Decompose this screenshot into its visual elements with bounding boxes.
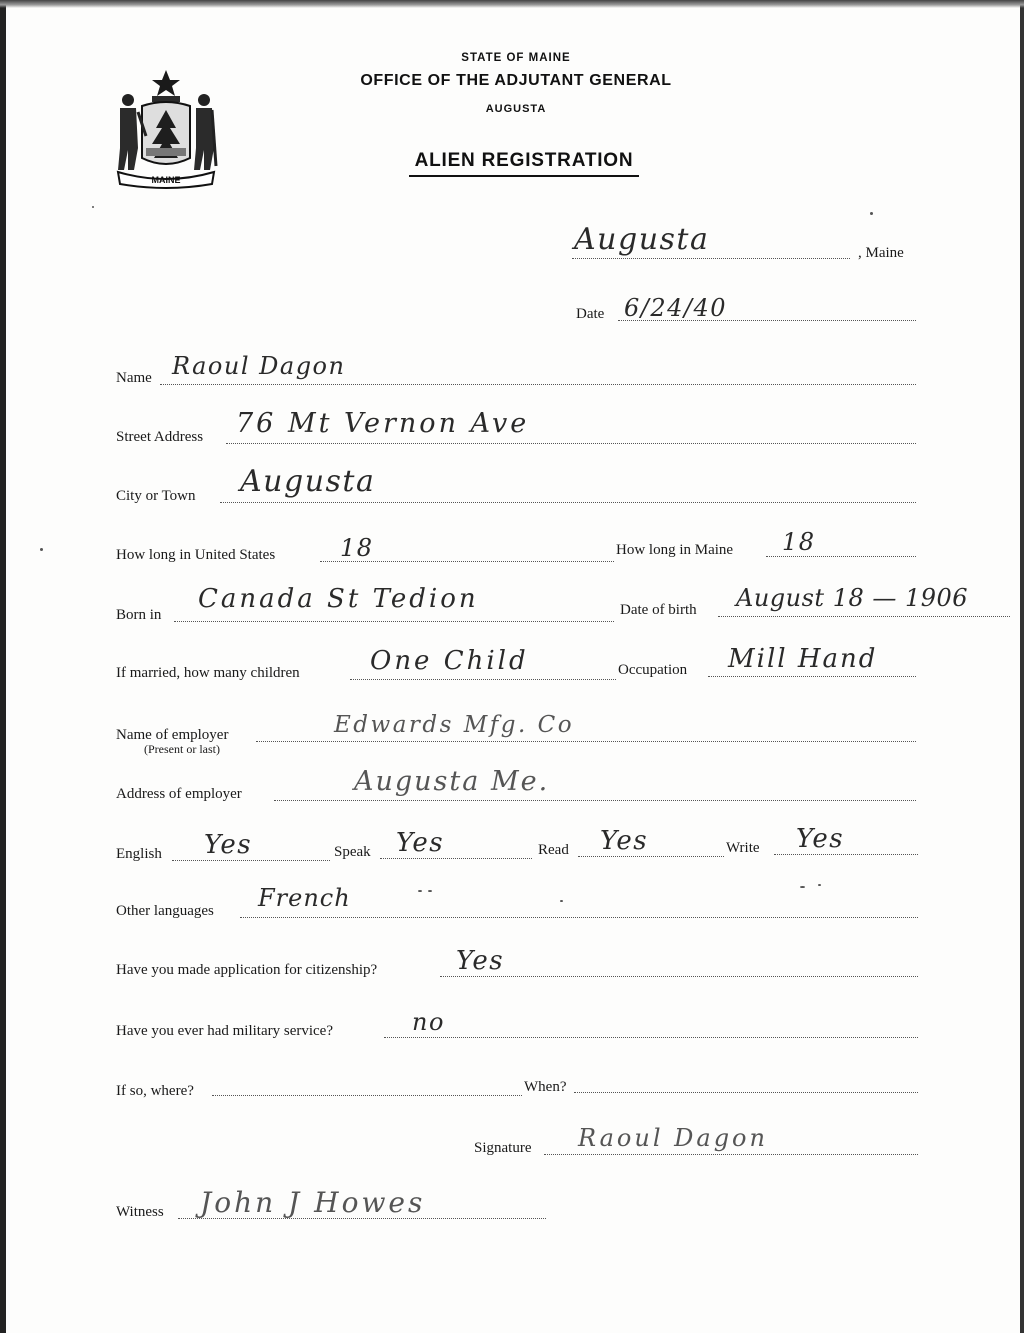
ink-mark bbox=[428, 890, 432, 892]
citizenship-value[interactable]: Yes bbox=[456, 946, 505, 976]
city-town-line bbox=[220, 502, 916, 503]
signature-value[interactable]: Raoul Dagon bbox=[578, 1124, 768, 1152]
place-suffix: , Maine bbox=[858, 245, 904, 261]
read-line bbox=[578, 856, 724, 857]
witness-label: Witness bbox=[116, 1204, 164, 1220]
employer-line bbox=[256, 741, 916, 742]
how-long-us-value[interactable]: 18 bbox=[340, 534, 374, 562]
header-office: OFFICE OF THE ADJUTANT GENERAL bbox=[360, 72, 672, 89]
employer-label: Name of employer bbox=[116, 727, 229, 743]
citizenship-label: Have you made application for citizenship? bbox=[116, 962, 378, 978]
if-so-where-label: If so, where? bbox=[116, 1083, 194, 1099]
street-address-line bbox=[226, 443, 916, 444]
other-languages-line bbox=[240, 917, 918, 918]
employer-address-value[interactable]: Augusta Me. bbox=[354, 766, 550, 797]
children-line bbox=[350, 679, 616, 680]
employer-address-line bbox=[274, 800, 916, 801]
read-label: Read bbox=[538, 842, 569, 858]
born-in-line bbox=[174, 621, 614, 622]
how-long-maine-label: How long in Maine bbox=[616, 542, 734, 558]
how-long-maine-value[interactable]: 18 bbox=[782, 528, 816, 556]
header-state: STATE OF MAINE bbox=[461, 52, 571, 64]
name-line bbox=[160, 384, 916, 385]
scan-speck bbox=[92, 206, 94, 208]
if-so-where-line bbox=[212, 1095, 522, 1096]
write-value[interactable]: Yes bbox=[796, 824, 845, 854]
occupation-label: Occupation bbox=[618, 662, 688, 678]
born-in-value[interactable]: Canada St Tedion bbox=[198, 584, 479, 614]
write-label: Write bbox=[726, 840, 760, 856]
children-label: If married, how many children bbox=[116, 665, 300, 681]
english-line bbox=[172, 860, 330, 861]
signature-line bbox=[544, 1154, 918, 1155]
place-line bbox=[572, 258, 850, 259]
place-value[interactable]: Augusta bbox=[574, 222, 710, 257]
born-in-label: Born in bbox=[116, 607, 162, 623]
name-label: Name bbox=[116, 370, 152, 386]
occupation-line bbox=[708, 676, 916, 677]
scan-edge-left bbox=[0, 0, 6, 1333]
city-town-label: City or Town bbox=[116, 488, 196, 504]
header-city: AUGUSTA bbox=[485, 103, 547, 115]
how-long-us-label: How long in United States bbox=[116, 547, 276, 563]
scan-speck bbox=[40, 548, 43, 551]
employer-sublabel: (Present or last) bbox=[144, 742, 220, 756]
witness-value[interactable]: John J Howes bbox=[200, 1186, 426, 1219]
ink-mark bbox=[800, 886, 805, 888]
when-line bbox=[574, 1092, 918, 1093]
form-title-wrap bbox=[0, 150, 1024, 177]
form-title: ALIEN REGISTRATION bbox=[409, 150, 640, 177]
how-long-maine-line bbox=[766, 556, 916, 557]
scan-edge-right bbox=[1020, 0, 1024, 1333]
city-town-value[interactable]: Augusta bbox=[240, 464, 376, 499]
date-of-birth-label: Date of birth bbox=[620, 602, 697, 618]
employer-address-label: Address of employer bbox=[116, 786, 242, 802]
citizenship-line bbox=[440, 976, 918, 977]
employer-value[interactable]: Edwards Mfg. Co bbox=[334, 712, 575, 738]
other-languages-value[interactable]: French bbox=[258, 884, 351, 912]
seal-banner-text: MAINE bbox=[151, 175, 181, 185]
street-address-value[interactable]: 76 Mt Vernon Ave bbox=[236, 408, 530, 439]
ink-mark bbox=[418, 890, 422, 892]
scan-speck bbox=[870, 212, 873, 215]
date-label: Date bbox=[576, 306, 605, 322]
date-of-birth-line bbox=[718, 616, 1010, 617]
military-label: Have you ever had military service? bbox=[116, 1023, 333, 1039]
signature-label: Signature bbox=[474, 1140, 532, 1156]
english-label: English bbox=[116, 846, 162, 862]
write-line bbox=[774, 854, 918, 855]
date-of-birth-value[interactable]: August 18 — 1906 bbox=[736, 584, 969, 612]
speak-line bbox=[380, 858, 532, 859]
street-address-label: Street Address bbox=[116, 429, 204, 445]
name-value[interactable]: Raoul Dagon bbox=[172, 352, 346, 380]
english-value[interactable]: Yes bbox=[204, 830, 253, 860]
speak-value[interactable]: Yes bbox=[396, 828, 445, 858]
military-line bbox=[384, 1037, 918, 1038]
ink-mark bbox=[560, 900, 563, 902]
children-value[interactable]: One Child bbox=[370, 646, 529, 676]
read-value[interactable]: Yes bbox=[600, 826, 649, 856]
scan-edge-top bbox=[0, 0, 1024, 8]
speak-label: Speak bbox=[334, 844, 371, 860]
occupation-value[interactable]: Mill Hand bbox=[728, 644, 878, 674]
ink-mark bbox=[818, 884, 821, 886]
other-languages-label: Other languages bbox=[116, 903, 214, 919]
date-value[interactable]: 6/24/40 bbox=[624, 294, 728, 322]
military-value[interactable]: no bbox=[412, 1008, 445, 1036]
when-label: When? bbox=[524, 1079, 567, 1095]
